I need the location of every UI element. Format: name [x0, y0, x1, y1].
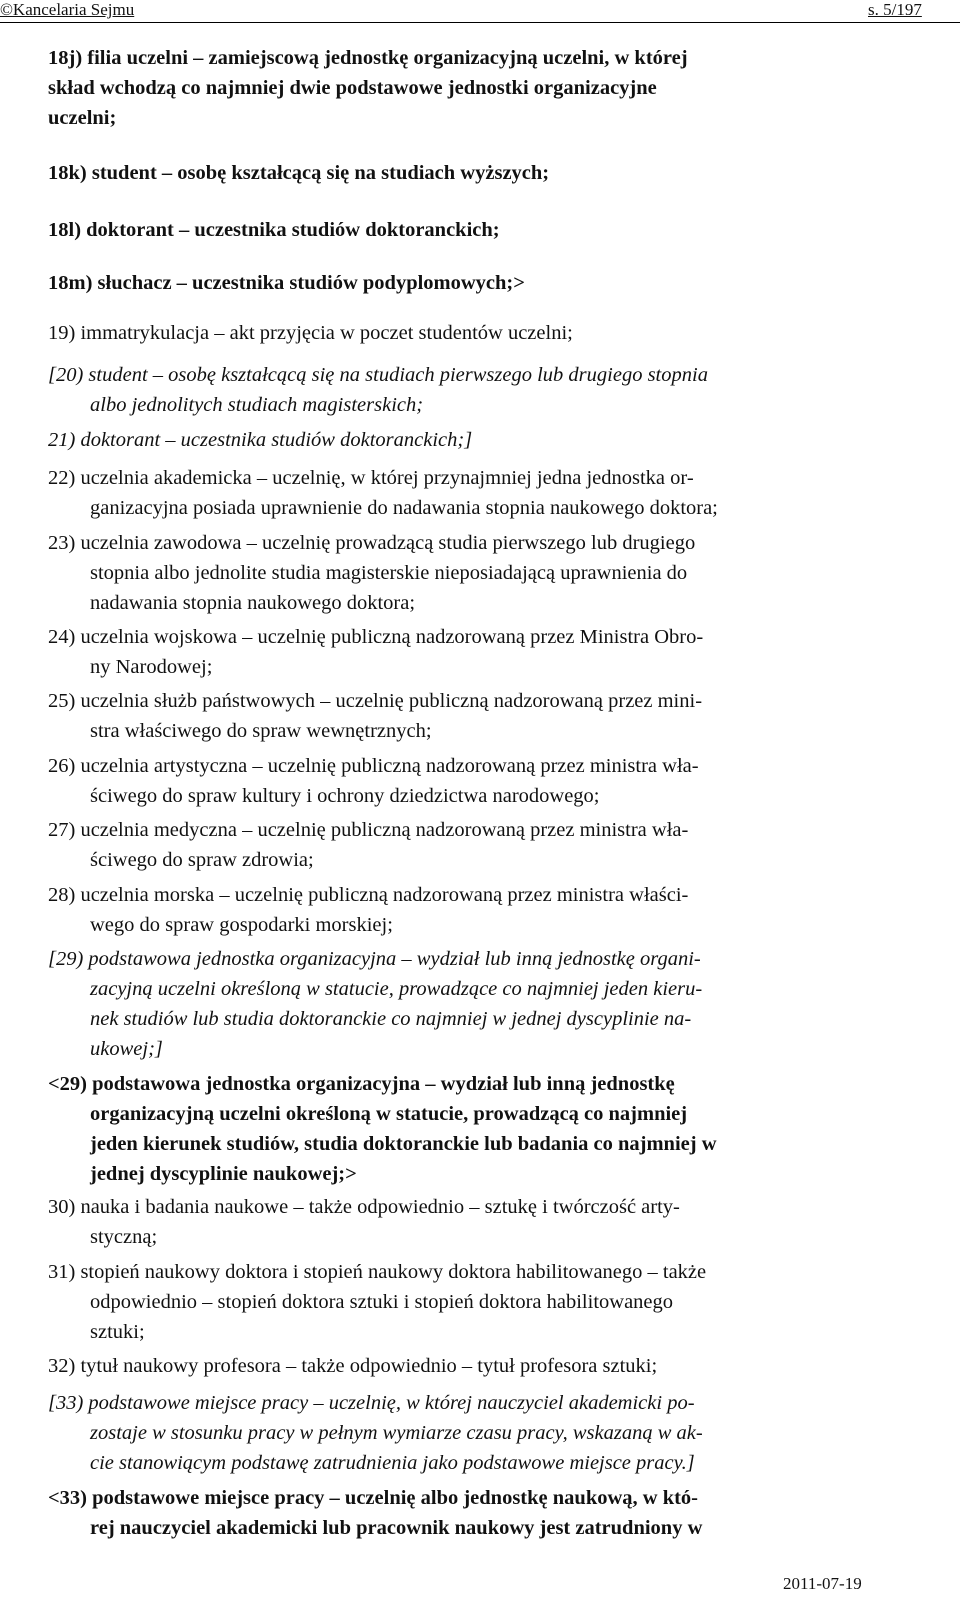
item-line: 25) uczelnia służb państwowych – uczelnię publiczną nadzorowaną przez mini- — [48, 690, 703, 712]
definition-item-repealed — [48, 944, 868, 1064]
definition-item-repealed — [48, 1388, 868, 1478]
item-line: odpowiednio – stopień doktora sztuki i stopień doktora habilitowanego — [90, 1291, 674, 1313]
item-line: 22) uczelnia akademicka – uczelnię, w której przynajmniej jedna jednostka or- — [48, 467, 694, 489]
item-line: wego do spraw gospodarki morskiej; — [90, 914, 393, 936]
definition-item — [48, 1257, 868, 1347]
definition-item-amended — [48, 1483, 868, 1543]
item-line: organizacyjną uczelni określoną w statucie, prowadzącą co najmniej — [90, 1103, 688, 1125]
definition-item — [48, 1351, 657, 1381]
header-page-number: s. 5/197 — [868, 0, 922, 19]
header-divider — [0, 22, 960, 23]
definition-item — [48, 463, 868, 523]
item-line: skład wchodzą co najmniej dwie podstawowe jednostki organizacyjne — [48, 77, 657, 99]
item-line: 30) nauka i badania naukowe – także odpowiednio – sztukę i twórczość arty- — [48, 1196, 680, 1218]
item-line: 31) stopień naukowy doktora i stopień naukowy doktora habilitowanego – także — [48, 1261, 707, 1283]
footer-date: 2011-07-19 — [783, 1574, 862, 1593]
definition-item — [48, 528, 868, 618]
definition-item — [48, 1192, 868, 1252]
item-line: stra właściwego do spraw wewnętrznych; — [90, 720, 432, 742]
item-line: ganizacyjna posiada uprawnienie do nadawania stopnia naukowego doktora; — [90, 497, 718, 519]
definition-item — [48, 268, 525, 298]
item-line: cie stanowiącym podstawę zatrudnienia jako podstawowe miejsce pracy.] — [90, 1452, 695, 1474]
definition-item-amended — [48, 1069, 868, 1189]
definition-item — [48, 158, 549, 188]
item-line: 18l) doktorant – uczestnika studiów doktoranckich; — [48, 219, 500, 241]
item-line: stopnia albo jednolite studia magisterskie nieposiadającą uprawnienia do — [90, 562, 688, 584]
definition-item-repealed — [48, 425, 472, 455]
item-line: zostaje w stosunku pracy w pełnym wymiarze czasu pracy, wskazaną w ak- — [90, 1422, 703, 1444]
header-source: ©Kancelaria Sejmu — [0, 0, 135, 19]
item-line: 18j) filia uczelni – zamiejscową jednostkę organizacyjną uczelni, w której — [48, 47, 688, 69]
item-line: jeden kierunek studiów, studia doktoranckie lub badania co najmniej w — [90, 1133, 717, 1155]
item-line: ściwego do spraw kultury i ochrony dziedzictwa narodowego; — [90, 785, 600, 807]
item-line: albo jednolitych studiach magisterskich; — [90, 394, 424, 416]
definition-item — [48, 215, 500, 245]
item-line: 18m) słuchacz – uczestnika studiów podyplomowych;> — [48, 272, 525, 294]
item-line: ściwego do spraw zdrowia; — [90, 849, 314, 871]
definition-item — [48, 880, 868, 940]
definition-item — [48, 751, 868, 811]
item-line: uczelni; — [48, 107, 117, 129]
item-line: 27) uczelnia medyczna – uczelnię publiczną nadzorowaną przez ministra wła- — [48, 819, 689, 841]
definition-item — [48, 622, 868, 682]
definition-item — [48, 318, 573, 348]
item-line: ukowej;] — [90, 1038, 163, 1060]
item-line: 24) uczelnia wojskowa – uczelnię publiczną nadzorowaną przez Ministra Obro- — [48, 626, 704, 648]
definition-item-repealed — [48, 360, 868, 420]
item-line: [33) podstawowe miejsce pracy – uczelnię, w której nauczyciel akademicki po- — [48, 1392, 695, 1414]
definition-item — [48, 815, 868, 875]
page-header — [0, 0, 960, 22]
definition-item — [48, 43, 858, 133]
item-line: [29) podstawowa jednostka organizacyjna – wydział lub inną jednostkę organi- — [48, 948, 701, 970]
item-line: zacyjną uczelni określoną w statucie, prowadzące co najmniej jeden kieru- — [90, 978, 703, 1000]
item-line: styczną; — [90, 1226, 158, 1248]
item-line: 28) uczelnia morska – uczelnię publiczną nadzorowaną przez ministra właści- — [48, 884, 689, 906]
item-line: <29) podstawowa jednostka organizacyjna – wydział lub inną jednostkę — [48, 1073, 675, 1095]
item-line: 19) immatrykulacja – akt przyjęcia w poczet studentów uczelni; — [48, 322, 573, 344]
item-line: nek studiów lub studia doktoranckie co najmniej w jednej dyscyplinie na- — [90, 1008, 692, 1030]
item-line: 18k) student – osobę kształcącą się na studiach wyższych; — [48, 162, 550, 184]
definition-item — [48, 686, 868, 746]
item-line: 32) tytuł naukowy profesora – także odpowiednio – tytuł profesora sztuki; — [48, 1355, 658, 1377]
item-line: rej nauczyciel akademicki lub pracownik naukowy jest zatrudniony w — [90, 1517, 703, 1539]
item-line: <33) podstawowe miejsce pracy – uczelnię albo jednostkę naukową, w któ- — [48, 1487, 699, 1509]
item-line: nadawania stopnia naukowego doktora; — [90, 592, 416, 614]
item-line: sztuki; — [90, 1321, 145, 1343]
item-line: 23) uczelnia zawodowa – uczelnię prowadzącą studia pierwszego lub drugiego — [48, 532, 696, 554]
item-line: ny Narodowej; — [90, 656, 213, 678]
item-line: 21) doktorant – uczestnika studiów doktoranckich;] — [48, 429, 473, 451]
item-line: 26) uczelnia artystyczna – uczelnię publiczną nadzorowaną przez ministra wła- — [48, 755, 699, 777]
item-line: jednej dyscyplinie naukowej;> — [90, 1163, 357, 1185]
item-line: [20) student – osobę kształcącą się na studiach pierwszego lub drugiego stopnia — [48, 364, 708, 386]
